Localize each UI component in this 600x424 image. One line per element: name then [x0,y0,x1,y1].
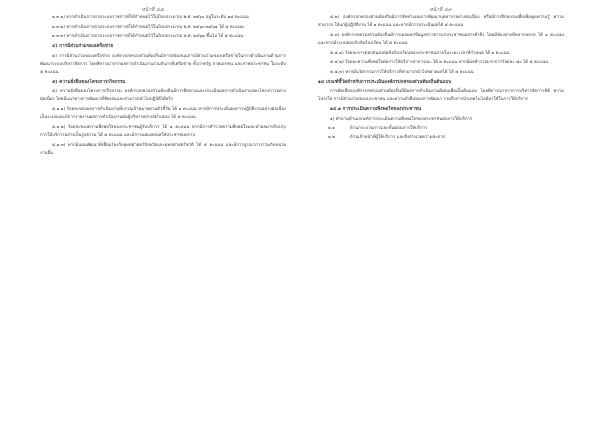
numbered-item-text: ด้านเจ้าหน้าที่ผู้ให้บริการ และสิ่งอำนวยความสะดวก [350,134,446,140]
left-paragraph-sustain: ๕) ความยั่งยืนของโครงการ/กิจกรรม องค์กรปกครองส่วนท้องถิ่นมีการติดตามและประเมินผลการดำเนินงานของโครงการอย่างต่อเนื่อง โดยมีแนวทางการพัฒนาที่ชัดเจนและสามารถนำไปปฏิบัติได้จริง [40,89,286,103]
left-heading-sustain: ๕) ความยั่งยืนของโครงการ/กิจกรรม [52,79,126,85]
left-paragraph: ๑.๓.๓) หากดำเนินการตามระบบราชการที่ได้กำหนดไว้ในปีงบประมาณ พ.ศ. ๒๕๖๑ ขึ้นไป ได้ ๕ คะแนน [52,34,244,40]
numbered-item-text: ด้านกระบวนการและขั้นตอนการให้บริการ [350,126,428,132]
right-section-heading: ๑๔ เกณฑ์ชี้วัดสำหรับการประเมินองค์กรปกครองส่วนท้องถิ่นต้นแบบ [318,79,452,85]
numbered-item-number: ๑.๒ [328,134,335,140]
left-heading-network: ๔) การมีส่วนร่วมของเครือข่าย [52,44,114,50]
right-item: ๕.๔.๑) ร้อยละการตอบสนองต่อข้อร้องเรียนของประชาชนภายในระยะเวลาที่กำหนด ได้ ๑ คะแนน [330,50,510,56]
left-page-number: หน้าที่ ๔๘ [142,7,165,13]
left-paragraph: ๑.๓.๑) หากดำเนินการตามระบบราชการที่ได้กำหนดไว้ในปีงบประมาณ พ.ศ. ๒๕๖๐ อยู่ในระดับ ๑๘ คะแนน [52,15,249,20]
left-item: ๕.๑.๑) ร้อยละของผลการดำเนินงานที่บรรลุเป้าหมายตามตัวชี้วัด ได้ ๑ คะแนน หากมีการประเมินผลการปฏิบัติงานอย่างต่อเนื่องเป็นระบบและมีการรายงานผลการดำเนินงานต่อผู้บริหารอย่างสม่ำเสมอ ได้ ๕ คะแนน [40,107,286,121]
right-numbered-item [300,125,600,133]
right-item: ๕.๔.๒) ร้อยละความพึงพอใจต่อการให้บริการสาธารณะ ได้ ๓ คะแนน หากมีผลสำรวจมากกว่าร้อยละ ๘๐ ได้ ๕ คะแนน [330,60,548,66]
left-item: ๕.๑.๓) หากมีแผนพัฒนาที่เชื่อมโยงกับยุทธศาสตร์จังหวัดและยุทธศาสตร์ชาติ ได้ ๕ คะแนน และมีการบูรณาการร่วมกับหน่วยงานอื่น [40,142,286,156]
right-paragraph: ๕.๒) องค์กรปกครองส่วนท้องถิ่นมีการจัดทำแผนการพัฒนาบุคลากรอย่างต่อเนื่อง หรือมีการฝึกอบรมเพื่อเพิ่มพูนความรู้ ความสามารถ ให้แก่ผู้ปฏิบัติงาน ได้ ๑ คะแนน และหากมีการประเมินผลได้ ๕ คะแนน [318,15,564,29]
right-section-text: การคัดเลือกองค์กรปกครองส่วนท้องถิ่นที่มีผลการดำเนินงานดีเด่นเพื่อเป็นต้นแบบ โดยพิจารณาจากการบริหารจัดการที่ดี ความโปร่งใส การมีส่วนร่วมของประชาชน และความยั่งยืนของการพัฒนา รวมถึงการนำเทคโนโลยีมาใช้ในการให้บริการ [318,89,564,103]
right-subsection-text: ๑) คำถามด้านเกณฑ์การประเมินความพึงพอใจของประชาชนต่อการให้บริการ [330,116,473,122]
numbered-item-number: ๑.๑ [328,126,335,132]
right-page-number: หน้าที่ ๔๙ [430,7,452,13]
right-paragraph: ๕.๓) องค์กรปกครองส่วนท้องถิ่นมีการเผยแพร่ข้อมูลข่าวสารแก่ประชาชนอย่างทั่วถึง โดยมีช่องทางที่หลากหลาย ได้ ๑ คะแนน และหากมีระบบตอบรับข้อร้องเรียน ได้ ๕ คะแนน [318,32,564,46]
right-page-content [300,14,600,142]
right-numbered-item [300,134,600,142]
right-item: ๕.๔.๓) หากมีนวัตกรรมการให้บริการที่สามารถนำไปขยายผลได้ ได้ ๕ คะแนน [330,69,474,75]
left-paragraph: ๑.๓.๒) หากดำเนินการตามระบบราชการที่ได้กำหนดไว้ในปีงบประมาณ พ.ศ. ๒๕๖๐-๒๕๖๑ ได้ ๔ คะแนน [52,24,244,30]
left-item: ๕.๑.๒) ร้อยละของความพึงพอใจของประชาชนผู้รับบริการ ได้ ๑ คะแนน หากมีการสำรวจความพึงพอใจและนำผลมาปรับปรุงการให้บริการอย่างเป็นรูปธรรม ได้ ๕ คะแนน และมีการเผยแพร่ผลให้ประชาชนทราบ [40,124,286,138]
left-page-content [0,14,300,159]
right-subsection-heading: ๑๔.๑ การประเมินความพึงพอใจของประชาชน [330,107,422,113]
left-paragraph-network: ๔) การมีส่วนร่วมของเครือข่าย องค์กรปกครองส่วนท้องถิ่นมีการสนับสนุนการมีส่วนร่วมของเครือข่ายในการดำเนินงานด้านการพัฒนาระบบบริหารจัดการ โดยพิจารณาจากผลการดำเนินงานร่วมกับภาคีเครือข่าย ทั้งภาครัฐ ภาคเอกชน และภาคประชาชน ในระดับ ๕ คะแนน [40,53,286,75]
